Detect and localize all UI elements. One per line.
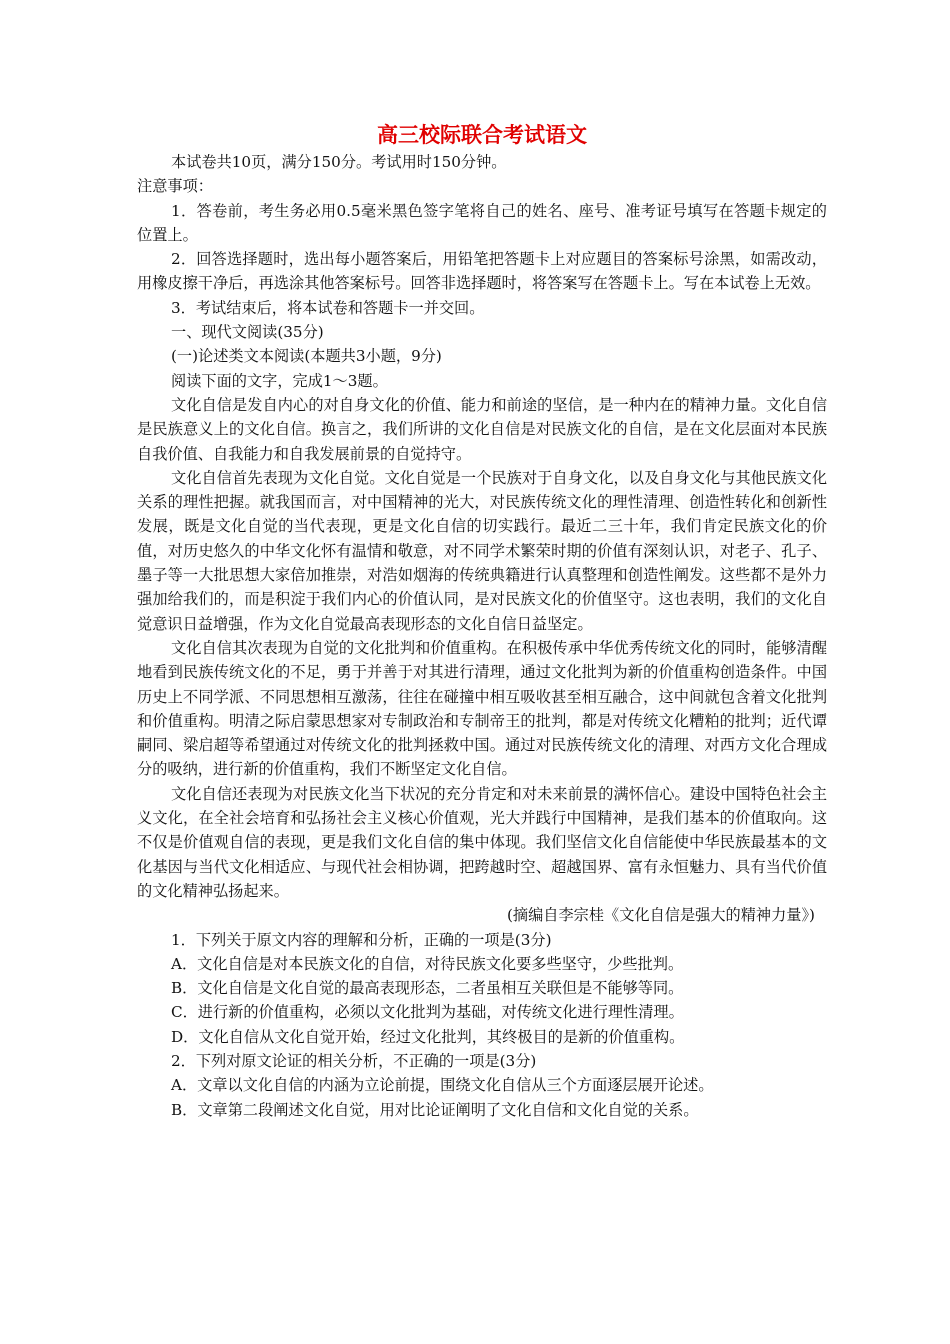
passage-paragraph: 文化自信其次表现为自觉的文化批判和价值重构。在积极传承中华优秀传统文化的同时，能够清醒地看到民族传统文化的不足，勇于并善于对其进行清理，通过文化批判为新的价值重构创造条件。中国历史上不同学派、不同思想相互激荡，往往在碰撞中相互吸收甚至相互融合，这中间就包含着文化批判和价值重构。明清之际启蒙思想家对专制政治和专制帝王的批判，都是对传统文化糟粕的批判；近代谭嗣同、梁启超等希望通过对传统文化的批判拯救中国。通过对民族传统文化的清理、对西方文化合理成分的吸纳，进行新的价值重构，我们不断坚定文化自信。 — [137, 638, 827, 779]
question-option: A．文章以文化自信的内涵为立论前提，围绕文化自信从三个方面逐层展开论述。 — [171, 1076, 714, 1095]
passage-paragraph: 文化自信还表现为对民族文化当下状况的充分肯定和对未来前景的满怀信心。建设中国特色社会主义文化，在全社会培育和弘扬社会主义核心价值观，光大并践行中国精神，是我们基本的价值取向。这不仅是价值观自信的表现，更是我们文化自信的集中体现。我们坚信文化自信能使中华民族最基本的文化基因与当代文化相适应、与现代社会相协调，把跨越时空、超越国界、富有永恒魅力、具有当代价值的文化精神弘扬起来。 — [137, 784, 827, 900]
question-stem: 2．下列对原文论证的相关分析，不正确的一项是(3分) — [171, 1051, 537, 1070]
notice-item: 2．回答选择题时，选出每小题答案后，用铅笔把答题卡上对应题目的答案标号涂黑，如需改动，用橡皮擦干净后，再选涂其他答案标号。回答非选择题时，将答案写在答题卡上。写在本试卷上无效。 — [137, 250, 827, 293]
section-heading: 一、现代文阅读(35分) — [171, 323, 324, 342]
question-stem: 1．下列关于原文内容的理解和分析，正确的一项是(3分) — [171, 930, 552, 949]
passage-paragraph: 文化自信是发自内心的对自身文化的价值、能力和前途的坚信，是一种内在的精神力量。文化自信是民族意义上的文化自信。换言之，我们所讲的文化自信是对民族文化的自信，是在文化层面对本民族自我价值、自我能力和自我发展前景的自觉持守。 — [137, 395, 827, 463]
question-option: D．文化自信从文化自觉开始，经过文化批判，其终极目的是新的价值重构。 — [171, 1027, 685, 1046]
exam-title: 高三校际联合考试语文 — [377, 123, 587, 147]
subsection-heading: (一)论述类文本阅读(本题共3小题，9分) — [171, 347, 442, 366]
question-option: C．进行新的价值重构，必须以文化批判为基础，对传统文化进行理性清理。 — [171, 1003, 684, 1022]
notice-item: 3．考试结束后，将本试卷和答题卡一并交回。 — [171, 298, 485, 317]
notice-heading: 注意事项： — [137, 177, 213, 196]
passage-source: (摘编自李宗桂《文化自信是强大的精神力量》) — [506, 906, 815, 925]
passage-paragraph: 文化自信首先表现为文化自觉。文化自觉是一个民族对于自身文化，以及自身文化与其他民族文化关系的理性把握。就我国而言，对中国精神的光大，对民族传统文化的理性清理、创造性转化和创新性发展，既是文化自觉的当代表现，更是文化自信的切实践行。最近二三十年，我们肯定民族文化的价值，对历史悠久的中华文化怀有温情和敬意，对不同学术繁荣时期的价值有深刻认识，对老子、孔子、墨子等一大批思想大家倍加推崇，对浩如烟海的传统典籍进行认真整理和创造性阐发。这些都不是外力强加给我们的，而是积淀于我们内心的价值认同，是对民族文化的价值坚守。这也表明，我们的文化自觉意识日益增强，作为文化自觉最高表现形态的文化自信日益坚定。 — [137, 468, 827, 633]
question-option: B．文化自信是文化自觉的最高表现形态，二者虽相互关联但是不能够等同。 — [171, 979, 684, 998]
exam-page — [137, 120, 827, 1122]
exam-intro: 本试卷共10页，满分150分。考试用时150分钟。 — [171, 153, 507, 171]
reading-instruction: 阅读下面的文字，完成1～3题。 — [171, 371, 388, 390]
notice-item: 1．答卷前，考生务必用0.5毫米黑色签字笔将自己的姓名、座号、准考证号填写在答题卡规定的位置上。 — [137, 201, 827, 244]
question-option: A．文化自信是对本民族文化的自信，对待民族文化要多些坚守，少些批判。 — [171, 954, 684, 973]
question-option: B．文章第二段阐述文化自觉，用对比论证阐明了文化自信和文化自觉的关系。 — [171, 1100, 699, 1119]
